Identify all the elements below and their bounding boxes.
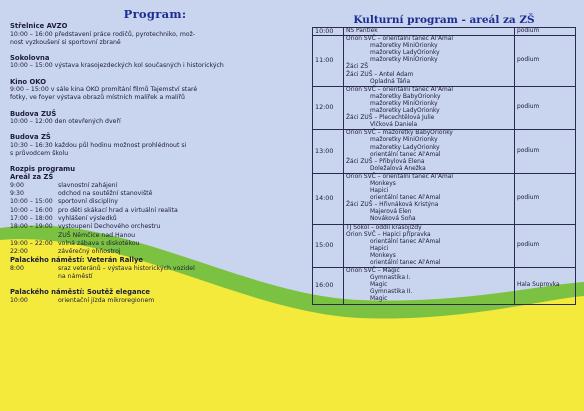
section-title: Palackého náměstí: Soutěž elegance bbox=[10, 288, 151, 297]
schedule-time: 22:00 bbox=[10, 248, 28, 256]
schedule-time: 10:00 – 15:00 bbox=[10, 198, 53, 206]
program-line: Magic bbox=[370, 282, 388, 289]
schedule-desc: volná zábava s diskotékou bbox=[58, 239, 140, 247]
section-line: 10:00 – 15:00 výstava krasojezdeckých kol současných i historických bbox=[10, 62, 224, 70]
program-line: Vlčková Daniela bbox=[370, 122, 418, 129]
table-row bbox=[313, 173, 576, 224]
bottom-sections bbox=[10, 256, 300, 304]
section-title: Budova ZŠ bbox=[10, 133, 51, 142]
schedule-desc: odchod na soutěžní stanoviště bbox=[58, 190, 153, 198]
section-line: nost vyzkoušení si sportovní zbraně bbox=[10, 38, 121, 46]
culture-table bbox=[312, 27, 576, 305]
row-program bbox=[344, 224, 515, 268]
row-time: 12:00 bbox=[313, 86, 344, 130]
section-line: 10:30 – 16:30 každou půl hodinu možnost prohlédnout si bbox=[10, 141, 187, 149]
row-program bbox=[344, 36, 515, 87]
row-time: 14:00 bbox=[313, 173, 344, 224]
program-line: Magic bbox=[370, 296, 388, 303]
program-line: mažoretky LadyOrionky bbox=[370, 144, 440, 151]
program-line: Doležalová Anežka bbox=[370, 165, 426, 172]
program-line: orientální tanec Al'Amal bbox=[370, 151, 441, 158]
program-line: mažoretky LadyOrionky bbox=[370, 108, 440, 115]
program-line: Orion SVČ – mažoretky BabyOrionky bbox=[346, 130, 453, 137]
row-program bbox=[344, 268, 515, 304]
program-section bbox=[10, 133, 300, 158]
program-line: Orion SVČ – Hapici přípravka bbox=[346, 231, 431, 238]
row-program bbox=[344, 28, 515, 36]
table-row bbox=[313, 36, 576, 87]
program-line: TJ Sokol – oddíl krasojízdy bbox=[346, 224, 422, 231]
row-program bbox=[344, 173, 515, 224]
row-program bbox=[344, 130, 515, 174]
table-row bbox=[313, 130, 576, 174]
program-line: mažoretky BabyOrionky bbox=[370, 93, 441, 100]
program-line: Opladná Táňa bbox=[370, 78, 411, 85]
section-line: fotky, ve foyer výstava obrazů místních malířek a malířů bbox=[10, 94, 185, 102]
schedule-time: 9:30 bbox=[10, 190, 24, 198]
row-program bbox=[344, 86, 515, 130]
schedule-desc: na náměstí bbox=[58, 273, 93, 281]
schedule-desc: pro děti skákací hrad a virtuální realita bbox=[58, 206, 178, 214]
program-line: Žáci ZUŠ – Hřivnáková Kristýna bbox=[346, 202, 439, 209]
schedule-desc: sportovní disciplíny bbox=[58, 198, 118, 206]
program-line: Majerová Elen bbox=[370, 209, 412, 216]
row-place: podium bbox=[515, 36, 576, 87]
culture-heading: Kulturní program - areál za ZŠ bbox=[353, 14, 535, 26]
program-line: orientální tanec Al'Amal bbox=[370, 238, 441, 245]
schedule-time: 18:00 – 19:00 bbox=[10, 223, 53, 231]
program-line: Žáci ZŠ bbox=[346, 64, 369, 71]
program-section bbox=[10, 22, 300, 47]
program-line: mažoretky MiniOrionky bbox=[370, 137, 438, 144]
row-time: 15:00 bbox=[313, 224, 344, 268]
schedule-time: 10:00 bbox=[10, 296, 28, 304]
program-line: orientální tanec Al'Amal bbox=[370, 195, 441, 202]
square-section bbox=[10, 288, 300, 305]
area-section bbox=[10, 165, 300, 256]
program-line: Orion SVČ – orientální tanec Al'Amal bbox=[346, 86, 453, 93]
schedule-time: 10:00 – 16:00 bbox=[10, 206, 53, 214]
area-title-2: Areál za ZŠ bbox=[10, 173, 54, 182]
schedule-desc: závěrečný ohňostroj bbox=[58, 248, 121, 256]
program-line: mažoretky MiniOrionky bbox=[370, 100, 438, 107]
program-line: Žáci ZUŠ – Plecechtělová Julie bbox=[346, 115, 435, 122]
program-line: orientální tanec Al'Amal bbox=[370, 260, 441, 266]
schedule-desc: ZUŠ Němčice nad Hanou bbox=[58, 231, 136, 239]
program-line: Hapici bbox=[370, 245, 389, 252]
program-section bbox=[10, 78, 300, 103]
row-place: podium bbox=[515, 86, 576, 130]
table-row bbox=[313, 86, 576, 130]
program-line: Gymnastika I. bbox=[370, 275, 411, 282]
schedule-desc: vyhlášení výsledků bbox=[58, 214, 117, 222]
schedule-desc: sraz veteránů – výstava historických vozidel bbox=[58, 264, 195, 272]
program-line: Orion SVČ – Magic bbox=[346, 268, 400, 275]
area-schedule bbox=[10, 182, 300, 257]
schedule-time bbox=[10, 232, 58, 240]
program-line: Žáci ZUŠ – Přibylová Elena bbox=[346, 158, 425, 165]
area-title-1: Rozpis programu bbox=[10, 165, 76, 174]
row-place: Hala Suprovka bbox=[515, 268, 576, 304]
schedule-time: 9:00 bbox=[10, 181, 24, 189]
schedule-desc: orientační jízda mikroregionem bbox=[58, 296, 155, 304]
row-place: podium bbox=[515, 28, 576, 36]
schedule-time: 19:00 – 22:00 bbox=[10, 239, 53, 247]
program-line: Gymnastika II. bbox=[370, 289, 413, 296]
program-line: Monkeys bbox=[370, 180, 396, 187]
program-line: Orion SVČ – orientální tanec Al'Amal bbox=[346, 36, 453, 43]
row-time: 16:00 bbox=[313, 268, 344, 304]
left-column bbox=[10, 7, 300, 305]
schedule-time bbox=[10, 273, 58, 281]
program-section bbox=[10, 110, 300, 127]
table-row bbox=[313, 224, 576, 268]
section-title: Kino OKO bbox=[10, 77, 46, 86]
program-line: Hapici bbox=[370, 188, 389, 195]
row-place: podium bbox=[515, 130, 576, 174]
program-line: Žáci ZUŠ – Antel Adam bbox=[346, 71, 414, 78]
schedule-desc: slavnostní zahájení bbox=[58, 181, 118, 189]
program-heading: Program: bbox=[123, 7, 187, 21]
section-line: 9:00 – 15:00 v sále kina OKO promítání filmů Tajemství staré bbox=[10, 86, 198, 94]
program-line: mažoretky LadyOrionky bbox=[370, 50, 440, 57]
program-sections bbox=[10, 22, 300, 158]
row-time: 10:00 bbox=[313, 28, 344, 36]
schedule-time: 8:00 bbox=[10, 264, 24, 272]
program-line: mažoretky MiniOrionky bbox=[370, 43, 438, 50]
schedule-desc: vystoupení Dechového orchestru bbox=[58, 223, 161, 231]
section-line: 10:00 – 16:00 představení práce rodičů, pyrotechniko, mož- bbox=[10, 30, 196, 38]
table-row bbox=[313, 268, 576, 304]
program-line: NS Pantlék bbox=[346, 28, 378, 34]
row-place: podium bbox=[515, 224, 576, 268]
program-section bbox=[10, 54, 300, 71]
square-schedule bbox=[10, 297, 300, 305]
program-line: Monkeys bbox=[370, 252, 396, 259]
table-row bbox=[313, 28, 576, 36]
schedule-time: 17:00 – 18:00 bbox=[10, 214, 53, 222]
row-time: 13:00 bbox=[313, 130, 344, 174]
section-title: Palackého náměstí: Veterán Rallye bbox=[10, 256, 144, 265]
program-line: mažoretky MiniOrionky bbox=[370, 57, 438, 64]
section-title: Střelnice AVZO bbox=[10, 22, 68, 31]
square-section bbox=[10, 256, 300, 281]
square-schedule bbox=[10, 265, 300, 282]
section-line: s průvodcem školu bbox=[10, 149, 69, 157]
row-time: 11:00 bbox=[313, 36, 344, 87]
program-line: Nováková Soňa bbox=[370, 216, 416, 223]
section-line: 10:00 – 12:00 den otevřených dveří bbox=[10, 117, 121, 125]
section-title: Sokolovna bbox=[10, 54, 50, 63]
section-title: Budova ZUŠ bbox=[10, 109, 57, 118]
row-place: podium bbox=[515, 173, 576, 224]
program-line: Orion SVČ – orientální tanec Al'Amal bbox=[346, 173, 453, 180]
right-column bbox=[312, 14, 576, 305]
